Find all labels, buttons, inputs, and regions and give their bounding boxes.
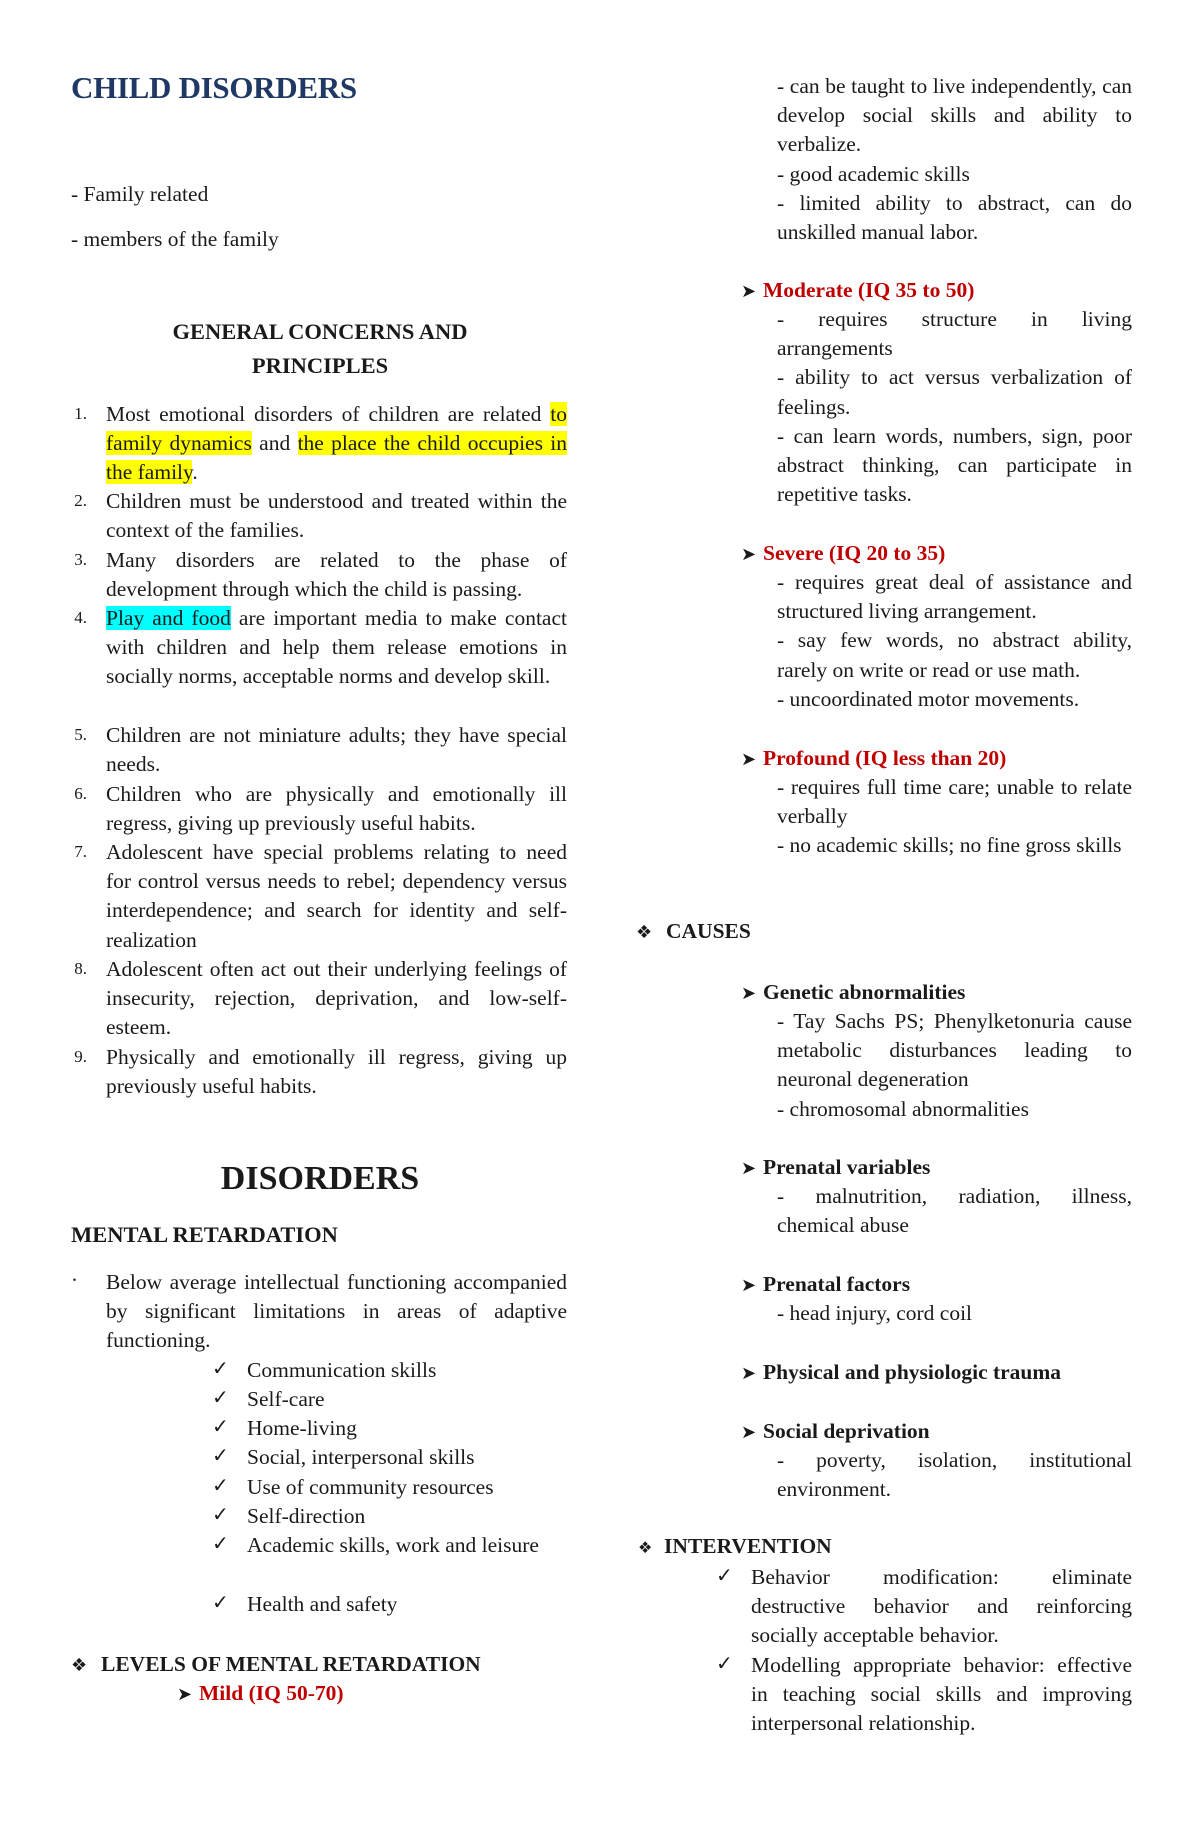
mild-details: - can be taught to live independently, can develop social skills and ability to verbalize. - good academic skills - limited ability to abstract, can do unskilled manual labor.	[777, 74, 1132, 245]
prenatal-factors-details: - head injury, cord coil	[777, 1301, 973, 1325]
arrowhead-icon: ➤	[741, 281, 757, 302]
intervention-heading: ❖ INTERVENTION	[638, 1534, 832, 1558]
social-details: - poverty, isolation, institutional environment.	[777, 1448, 1132, 1502]
bullet-item	[71, 1268, 567, 1356]
check-item: ✓ Self-care	[212, 1385, 325, 1411]
item-text: Physically and emotionally ill regress, giving up previously useful habits.	[106, 1045, 567, 1099]
check-item: ✓ Communication skills	[212, 1356, 437, 1382]
list-item	[71, 780, 567, 838]
intervention-item: ✓ Modelling appropriate behavior: effective in teaching social skills and improving interpersonal relationship.	[716, 1651, 1132, 1736]
item-number: 3.	[74, 550, 87, 569]
heading-line: GENERAL CONCERNS AND	[172, 319, 468, 344]
arrowhead-icon: ➤	[741, 1422, 757, 1443]
intro-line: - Family related	[71, 182, 209, 206]
page-title: CHILD DISORDERS	[71, 70, 357, 105]
section-heading	[110, 315, 530, 383]
list-item	[71, 721, 567, 779]
check-icon: ✓	[212, 1531, 229, 1555]
bullet-text: Below average intellectual functioning accompanied by significant limitations in areas of adaptive functioning.	[106, 1270, 567, 1353]
item-number: 8.	[74, 959, 87, 978]
item-text: Children must be understood and treated within the context of the families.	[106, 489, 567, 543]
cause-prenatal-factors: ➤ Prenatal factors	[741, 1270, 910, 1300]
item-number: 6.	[74, 784, 87, 803]
list-item	[71, 546, 567, 604]
item-number: 9.	[74, 1047, 87, 1066]
list-item	[71, 955, 567, 1043]
arrowhead-icon: ➤	[741, 1275, 757, 1296]
item-number: 1.	[74, 404, 87, 423]
highlight: Play and food	[106, 606, 231, 630]
list-item	[71, 400, 567, 488]
arrowhead-icon: ➤	[741, 749, 757, 770]
check-icon: ✓	[212, 1385, 229, 1409]
four-diamond-icon: ❖	[638, 1538, 653, 1557]
check-icon: ✓	[716, 1563, 733, 1587]
item-text: Many disorders are related to the phase of development through which the child is passing.	[106, 548, 567, 602]
list-item	[71, 1043, 567, 1101]
highlight: the place the child occupies in the family	[106, 431, 567, 485]
intro-line: - members of the family	[71, 227, 279, 251]
four-diamond-icon: ❖	[71, 1655, 88, 1676]
check-icon: ✓	[212, 1590, 229, 1614]
heading-line: PRINCIPLES	[251, 353, 389, 378]
level-mild: ➤ Mild (IQ 50-70)	[177, 1681, 344, 1705]
intervention-item: ✓ Behavior modification: eliminate destructive behavior and reinforcing socially acceptable behavior.	[716, 1563, 1132, 1648]
causes-heading: ❖ CAUSES	[636, 919, 751, 943]
check-item: ✓ Home-living	[212, 1414, 357, 1440]
check-item: ✓ Academic skills, work and leisure	[212, 1531, 539, 1557]
item-number: 7.	[74, 842, 87, 861]
genetic-details: - Tay Sachs PS; Phenylketonuria cause metabolic disturbances leading to neuronal degeneration - chromosomal abnormalities	[777, 1009, 1132, 1121]
four-diamond-icon: ❖	[636, 922, 653, 943]
check-item: ✓ Health and safety	[212, 1590, 398, 1616]
item-text: Adolescent often act out their underlying feelings of insecurity, rejection, deprivation, and low-self-esteem.	[106, 957, 567, 1040]
cause-trauma: ➤ Physical and physiologic trauma	[741, 1358, 1061, 1388]
check-icon: ✓	[212, 1502, 229, 1526]
arrowhead-icon: ➤	[741, 544, 757, 565]
check-item: ✓ Self-direction	[212, 1502, 366, 1528]
item-text: Adolescent have special problems relating to need for control versus needs to rebel; dependency versus interdependence; and search for identity and self-realization	[106, 840, 567, 952]
check-icon: ✓	[212, 1356, 229, 1380]
arrowhead-icon: ➤	[177, 1684, 193, 1705]
level-moderate: ➤ Moderate (IQ 35 to 50)	[741, 276, 974, 306]
severe-details: - requires great deal of assistance and structured living arrangement. - say few words, no abstract ability, rarely on write or read or use math. - uncoordinated motor movements.	[777, 570, 1132, 711]
item-number: 2.	[74, 491, 87, 510]
item-text: Most emotional disorders of children are related to family dynamics and the place the child occupies in the family.	[106, 402, 567, 485]
item-number: 5.	[74, 725, 87, 744]
check-icon: ✓	[212, 1443, 229, 1467]
profound-details: - requires full time care; unable to relate verbally - no academic skills; no fine gross skills	[777, 775, 1132, 858]
item-text: Play and food are important media to make contact with children and help them release emotions in socially norms, acceptable norms and develop skill.	[106, 606, 567, 689]
check-item: ✓ Social, interpersonal skills	[212, 1443, 475, 1469]
mental-retardation-heading: MENTAL RETARDATION	[71, 1222, 338, 1247]
level-severe: ➤ Severe (IQ 20 to 35)	[741, 539, 945, 569]
check-icon: ✓	[716, 1651, 733, 1675]
arrowhead-icon: ➤	[741, 1363, 757, 1384]
disorders-heading: DISORDERS	[220, 1160, 420, 1197]
list-item	[71, 838, 567, 955]
list-item	[71, 487, 567, 545]
cause-social-deprivation: ➤ Social deprivation	[741, 1417, 930, 1447]
highlight: to family dynamics	[106, 402, 567, 456]
cause-genetic: ➤ Genetic abnormalities	[741, 978, 965, 1008]
check-icon: ✓	[212, 1473, 229, 1497]
dot-bullet-icon: ·	[71, 1268, 78, 1292]
moderate-details: - requires structure in living arrangements - ability to act versus verbalization of feelings. - can learn words, numbers, sign, poor abstract thinking, can participate in repetitive tasks.	[777, 307, 1132, 507]
levels-heading: ❖ LEVELS OF MENTAL RETARDATION	[71, 1652, 481, 1676]
list-item	[71, 604, 567, 692]
item-number: 4.	[74, 608, 87, 627]
item-text: Children who are physically and emotionally ill regress, giving up previously useful habits.	[106, 782, 567, 836]
arrowhead-icon: ➤	[741, 1158, 757, 1179]
arrowhead-icon: ➤	[741, 983, 757, 1004]
cause-prenatal-variables: ➤ Prenatal variables	[741, 1153, 930, 1183]
prenatal-variables-details: - malnutrition, radiation, illness, chemical abuse	[777, 1184, 1132, 1238]
item-text: Children are not miniature adults; they have special needs.	[106, 723, 567, 777]
check-item: ✓ Use of community resources	[212, 1473, 494, 1499]
level-profound: ➤ Profound (IQ less than 20)	[741, 744, 1006, 774]
check-icon: ✓	[212, 1414, 229, 1438]
